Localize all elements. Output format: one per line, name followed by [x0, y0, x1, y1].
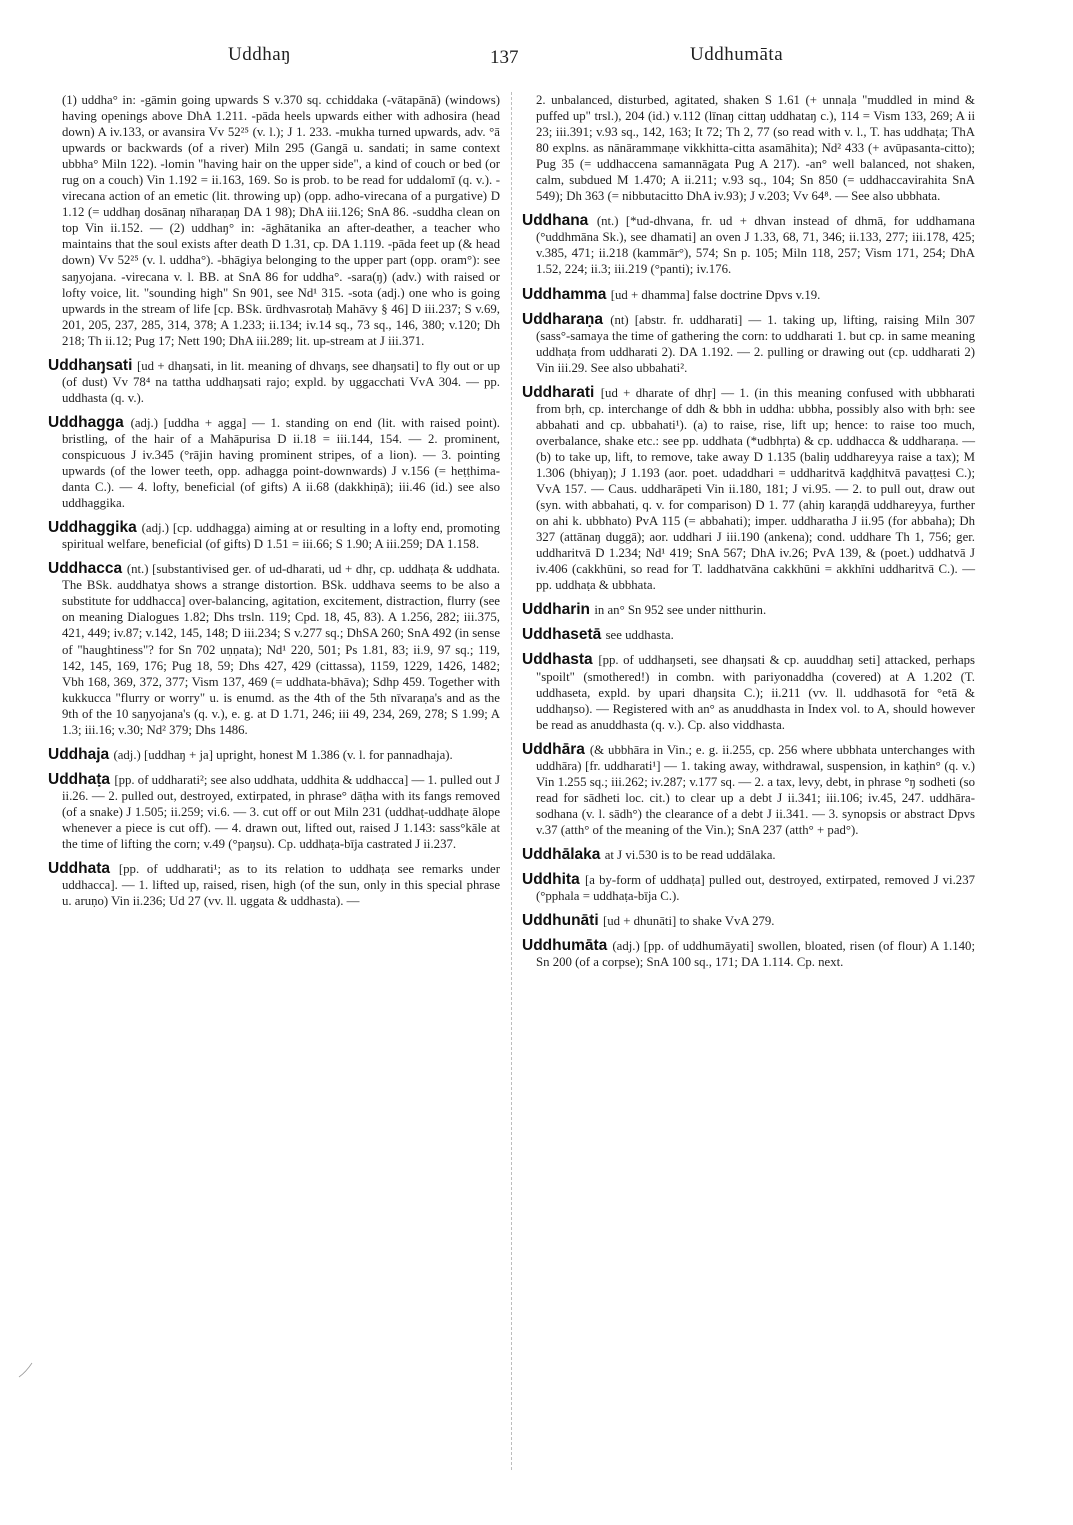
- dictionary-entry: [522, 847, 975, 863]
- dictionary-entry: [48, 772, 500, 852]
- entry-headword: Uddhacca: [48, 560, 127, 578]
- dictionary-entry: [522, 312, 975, 376]
- entry-headword: Uddhaṭa: [48, 770, 115, 788]
- entry-headword: Uddhasetā: [522, 626, 606, 644]
- entry-definition: (adj.) [pp. of uddhumāyati] swollen, bloated, risen (of flour) A 1.140; Sn 200 (of a corpse); SnA 100 sq., 171; DA 1.114. Cp. next.: [536, 939, 975, 970]
- entry-headword: Uddhāra: [522, 740, 590, 758]
- entry-definition: [ud + dhamma] false doctrine Dpvs v.19.: [610, 287, 821, 302]
- running-head-left: Uddhaŋ: [228, 44, 292, 65]
- column-divider: [511, 92, 512, 1472]
- entry-headword: Uddhagga: [48, 413, 131, 431]
- dictionary-entry: [48, 358, 500, 406]
- entry-headword: Uddhaja: [48, 745, 114, 763]
- running-head-right: Uddhumāta: [690, 44, 784, 65]
- dictionary-entry: [522, 652, 975, 732]
- entry-definition: see uddhasta.: [605, 628, 674, 643]
- dictionary-entry: [522, 938, 975, 970]
- entry-definition: (adj.) [uddhaŋ + ja] upright, honest M 1.386 (v. l. for pannadhaja).: [113, 747, 453, 762]
- left-column: [48, 92, 500, 918]
- entry-continuation: (1) uddha° in: -gāmin going upwards S v.370 sq. cchiddaka (-vātapānā) (windows) having openings above DhA 1.211. -pāda heels upwards either with adhosira (head down) A iv.133, or avansira Vv 52²⁵ (v. l.); J 1. 233. -mukha turned upwards, adv. °ā upwards or backwards (of a river) Miln 295 (Gangā u. sandati; in same context ubbha° Miln 122). -lomin "having hair on the upper side", a kind of couch or bed (or rug on a couch) Vin 1.192 = ii.163, 169. So is prob. to be read for uddalomī (q. v.). -virecana action of an emetic (lit. throwing up) (opp. adho-virecana of a purgative) D 1.12 (= uddhaŋ dosānaŋ nīharaṇaŋ DA 1 98); DhA iii.126; SnA 86. -suddha clean on top Vin ii.152. — (2) uddhaŋ° in: -āghātanika an after-deather, a teacher who maintains that the soul exists after death D 1.31, cp. DA 1.119. -pāda feet up (& head down) Vv 52²⁵ (v. l. uddha°). -bhāgiya belonging to the upper part (opp. oram°): see saŋyojana. -virecana v. l. BB. at SnA 86 for uddha°. -sara(ŋ) (adv.) with raised or lofty voice, lit. "sounding high" Sn 901, see Nd¹ 315. -sota (adj.) one who is going upwards in the stream of life [cp. BSk. ūrdhvasrotaḥ Mahāvy § 46] D iii.237; S v.69, 201, 205, 237, 285, 314, 378; A 1.233; ii.134; iv.14 sq., 73 sq., 146, 380; v.120; Dh 218; Th ii.12; Pug 17; Nett 190; DhA iii.289; lit. up-stream at J iii.371.: [62, 93, 500, 348]
- dictionary-entry: [522, 913, 975, 929]
- entry-definition: (adj.) [cp. uddhagga) aiming at or resulting in a lofty end, promoting spiritual welfare, beneficial (of gifts) D 1.51 = iii.66; S 1.90; A iii.259; DA 1.158.: [62, 521, 500, 552]
- entry-headword: Uddharaṇa: [522, 310, 611, 328]
- dictionary-entry: [522, 287, 975, 303]
- entry-headword: Uddhata: [48, 860, 119, 878]
- dictionary-entry: [48, 861, 500, 909]
- dictionary-entry: [48, 520, 500, 552]
- entry-headword: Uddhālaka: [522, 845, 605, 863]
- entry-definition: (& ubbhāra in Vin.; e. g. ii.255, cp. 256 where ubbhata unterchanges with uddhāra) [fr. uddharati¹] — 1. taking away, withdrawal, suspension, in kaṭhin° (q. v.) Vin 1.255 sq.; iii.262; iv.287; v.177 sq. — 2. a tax, levy, debt, in phrase °ŋ sodheti (so read for sādheti loc. cit.) to clear up a debt J ii.341; iii.106; iv.45, 247. uddhāra-sodhana (v. l. sādh°) the clearance of a debt J ii.341. — 3. synopsis or abstract Dpvs v.37 (atth° of the meaning of the Vin.); SnA 237 (atth° + pad°).: [536, 742, 975, 837]
- dictionary-entry: [48, 415, 500, 511]
- entry-definition: (nt.) [substantivised ger. of ud-dharati, ud + dhṛ, cp. uddhaṭa & uddhata. The BSk. auddhatya shows a strange distortion. BSk. uddhava seems to be also a substitute for uddhacca] over-balancing, agitation, excitement, distraction, flurry (see on meaning Dialogues 1.82; Dhs trsln. 119; Cpd. 18, 45, 83). A 1.256, 282; iii.375, 421, 449; iv.87; v.142, 145, 148; D iii.234; S v.277 sq.; DhSA 260; SnA 492 (in sense of "haughtiness"? for Sn 702 uṇṇata); Nd¹ 220, 501; Ps 1.81, 83; ii.9, 97 sq.; 119, 142, 145, 169, 176; Pug 18, 59; Dhs 427, 429 (cittassa), 1159, 1229, 1426, 1482; Vbh 168, 369, 372, 377; Vism 137, 469 (= uddhata-bhāva); Sdhp 459. Together with kukkucca "flurry or worry" u. is enumd. as the 4th of the 5th nīvaraṇa's and as the 9th of the 10 saŋyojana's (q. v.), e. g. at D 1.71, 246; iii 49, 234, 269, 278; S 1.99; A 1.3; iii.16; v.30; Nd² 379; Dhs 1486.: [62, 562, 500, 737]
- entry-headword: Uddharin: [522, 601, 595, 619]
- entry-headword: Uddhana: [522, 212, 597, 230]
- entry-continuation: 2. unbalanced, disturbed, agitated, shaken S 1.61 (+ unnaḷa "muddled in mind & puffed up" trsl.), 204 (id.) v.112 (līnaŋ cittaŋ uddhataŋ c.), 114 = Vism 133, 269; A ii 23; iii.391; v.93 sq., 142, 163; It 72; Th 2, 77 (so read with v. l., T. has uddhaṭa; ThA 80 explns. as nānārammaṇe vikkhitta-citta asamāhita); Nd² 433 (+ avūpasanta-citto); Pug 35 (= uddhaccena samannāgata Pug A 217). -an° well balanced, not shaken, calm, subdued M 1.470; A ii.211; v.93 sq., 104; Sn 850 (= uddhaccavirahita SnA 549); Dh 363 (= nibbutacitto DhA iv.93); J v.203; Vv 64⁸. — See also ubbhata.: [536, 93, 975, 204]
- entry-headword: Uddhaŋsati: [48, 356, 137, 374]
- margin-mark: [18, 1362, 34, 1378]
- entry-definition: [a by-form of uddhaṭa] pulled out, destroyed, extirpated, removed J vi.237 (°pphala = uddhaṭa-bīja C.).: [536, 873, 976, 904]
- entry-headword: Uddharati: [522, 383, 601, 401]
- entry-definition: [pp. of uddhaŋseti, see dhaŋsati & cp. auuddhaŋ seti] attacked, perhaps "spoilt" (smothered!) in combn. with pariyonaddha (covered) at A 1.202 (T. uddhaseta, expld. by upari dhaŋsita C.); ii.211 (vv. ll. uddhasotā for °etā & uddhaŋso). — Registered with an° as anuddhasta in Index vol. to A, should however be read as anuddhasta (q. v.). Cp. also viddhasta.: [536, 653, 976, 732]
- dictionary-entry: [48, 747, 500, 763]
- entry-headword: Uddhita: [522, 871, 585, 889]
- dictionary-entry: [48, 561, 500, 738]
- entry-definition: [ud + dharate of dhṛ] — 1. (in this meaning confused with ubbharati from bṛh, cp. interchange of ddh & bbh in uddha: ubbha, possibly also with bṛh: see abbahati and cp. ubbahati¹). (a) to raise, rise, lift up; hence: to raise too much, overbalance, shake etc.: see pp. uddhata (*udbhṛta) & cp. uddhacca & uddharaṇa. — (b) to take up, lift, to remove, take away D 1.135 (baliŋ uddhareyya raise a tax); M 1.306 (bhiyaŋ); J 1.193 (aor. poet. udaddhari = uddharitvā kaḍḍhitvā pavaṭṭesi C.); VvA 157. — Caus. uddharāpeti Vin ii.180, 181; J vi.95. — 2. to pull out, draw out (syn. with abbahati, q. v. for comparison) D 1. 77 (ahiŋ karaṇḍā uddhareyya, further on ahi k. ubbhato) PvA 115 (= abbahati); imper. uddharatha J ii.95 (for abbaha); Dh 327 (attānaŋ duggā); aor. uddhari J iii.190 (ankena); cond. uddhare Th 1, 756; ger. uddharitvā D 1.234; Nd¹ 419; SnA 567; DhA iv.26; PvA 139, & (poet.) uddhatvā J iv.406 (cakkhūni, so read for T. laddhatvāna cakkhūni = akkhīni uddharitvā C.). — pp. uddhaṭa & ubbhata.: [536, 385, 976, 593]
- dictionary-entry: [522, 602, 975, 618]
- dictionary-entry: [522, 385, 975, 594]
- entry-headword: Uddhunāti: [522, 912, 603, 930]
- entry-headword: Uddhumāta: [522, 937, 613, 955]
- dictionary-entry: [522, 742, 975, 838]
- entry-definition: (nt) [abstr. fr. uddharati] — 1. taking up, lifting, raising Miln 307 (sass°-samaya the time of gathering the corn: to uddharati 1. but cp. in same meaning uddhaṭa from uddharati 2). DA 1.192. — 2. pulling or drawing out (cp. uddharati 2) Vin iii.29. See also ubbahati².: [536, 312, 975, 375]
- entry-definition: [ud + dhunāti] to shake VvA 279.: [602, 914, 775, 929]
- entry-headword: Uddhamma: [522, 285, 611, 303]
- entry-definition: (adj.) [uddha + agga] — 1. standing on end (lit. with raised point). bristling, of the hair of a Mahāpurisa D ii.18 = iii.144, 154. — 2. prominent, conspicuous J iv.345 (°rājin having prominent stripes, of a lion). — 3. pointing upwards (of the lower teeth, opp. adhagga point-downwards) J v.156 (= heṭṭhima-danta C.). — 4. lofty, beneficial (of gifts) A ii.68 (dakkhiṇā); iii.46 (id.) see also uddhaggika.: [62, 415, 500, 511]
- entry-definition: [pp. of uddharati²; see also uddhata, uddhita & uddhacca] — 1. pulled out J ii.26. — 2. pulled out, destroyed, extirpated, in phrase° dāṭha with its fangs removed (of a snake) J 1.505; ii.259; vi.6. — 3. cut off or out Miln 231 (uddhaṭ-uddhaṭe ālope whenever a piece is cut off). — 4. drawn out, lifted out, raised J 1.143: sass°kāle at the time of lifting the corn; v.49 (°paŋsu). Cp. uddhaṭa-bīja castrated J ii.237.: [62, 772, 501, 852]
- dictionary-entry: [522, 872, 975, 904]
- entry-headword: Uddhasta: [522, 651, 599, 669]
- entry-definition: (nt.) [*ud-dhvana, fr. ud + dhvan instead of dhmā, for uddhamana (°uddhmāna Sk.), see dhamati] an oven J 1.33, 68, 71, 346; ii.133, 277; iii.178, 425; v.385, 471; ii.218 (kammār°), 574; Sn p. 105; Miln 118, 257; Vism 171, 254; DhA 1.52, 224; ii.3; iii.219 (°panti); iv.176.: [536, 214, 975, 277]
- entry-definition: at J vi.530 is to be read uddālaka.: [604, 847, 776, 862]
- entry-definition: in an° Sn 952 see under nitthurin.: [594, 603, 767, 618]
- entry-definition: [ud + dhaŋsati, in lit. meaning of dhvaŋs, see dhaŋsati] to fly out or up (of dust) Vv 78⁴ na tattha uddhaŋsati rajo; expld. by uggacchati VvA 304. — pp. uddhasta (q. v.).: [62, 358, 500, 405]
- dictionary-entry: [522, 213, 975, 277]
- running-head: [0, 44, 1073, 78]
- entry-headword: Uddhaggika: [48, 519, 142, 537]
- dictionary-entry: [522, 627, 975, 643]
- page-number: 137: [490, 47, 519, 68]
- entry-definition: [pp. of uddharati¹; as to its relation to uddhaṭa see remarks under uddhacca]. — 1. lifted up, raised, risen, high (of the sun, only in this special phrase u. aruṇo) Vin ii.236; Ud 27 (vv. ll. uggata & uddhasta). —: [62, 862, 500, 909]
- right-column: [522, 92, 975, 979]
